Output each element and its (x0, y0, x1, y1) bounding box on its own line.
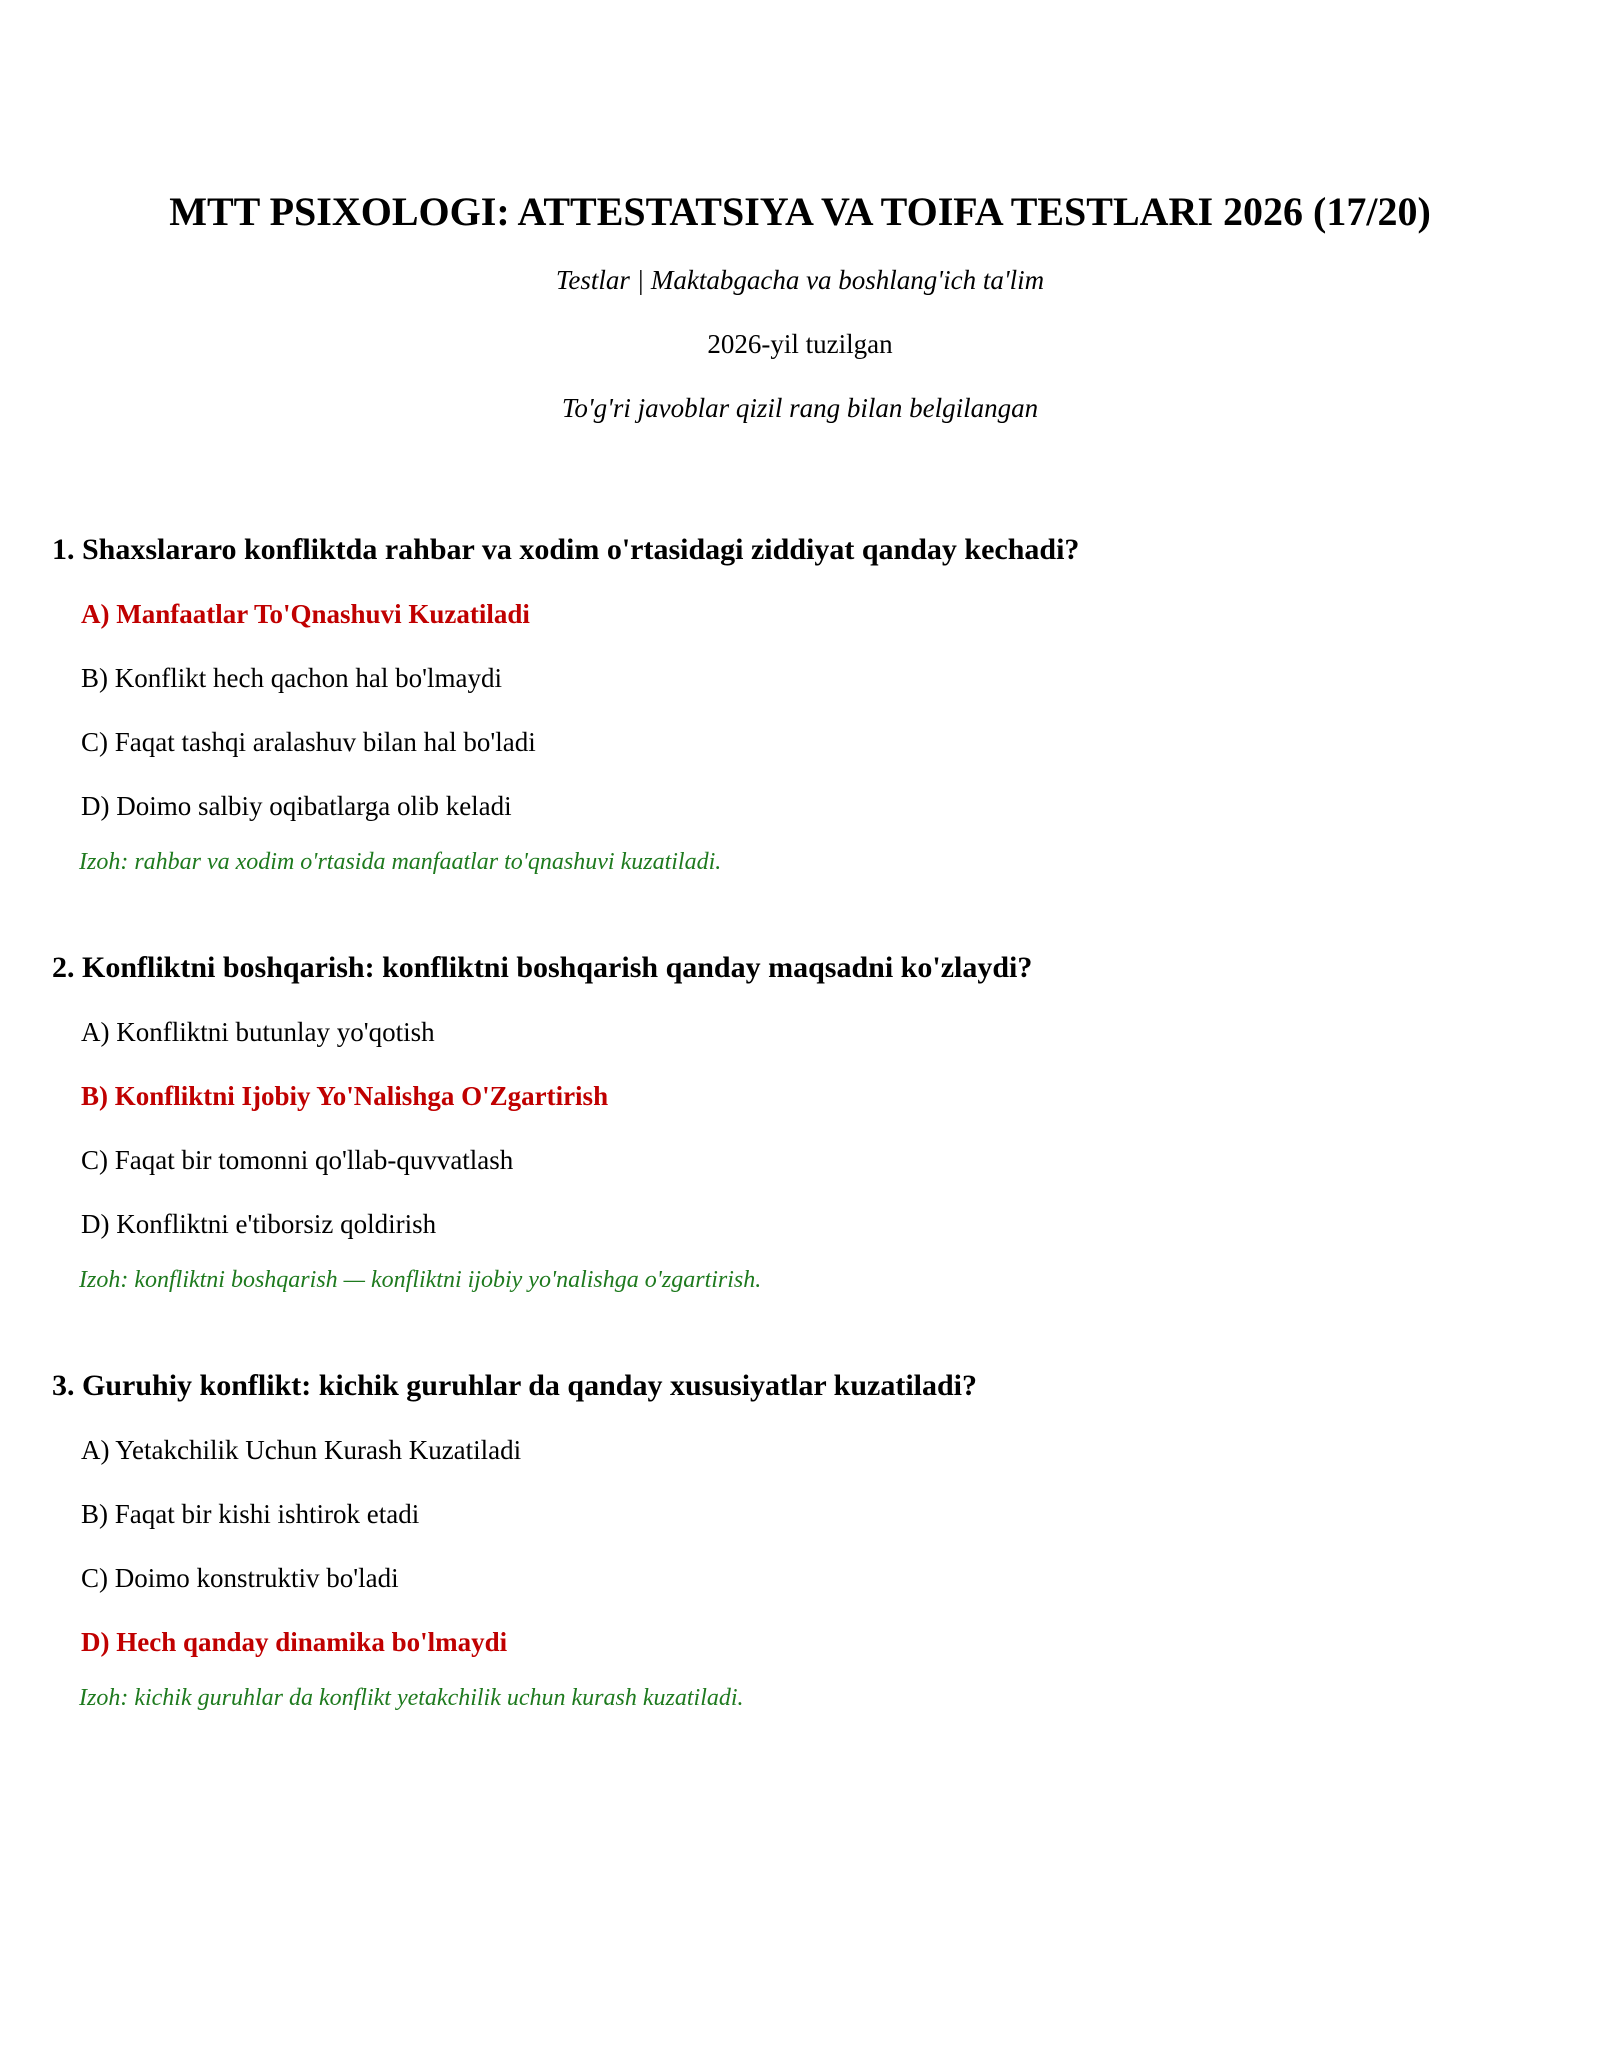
option-list (52, 592, 1552, 828)
question-2 (52, 946, 1552, 1300)
explanation-note: Izoh: konfliktni boshqarish — konfliktni ijobiy yo'nalishga o'zgartirish. (79, 1267, 762, 1293)
option-b: B) Konfliktni Ijobiy Yo'Nalishga O'Zgartirish (81, 1081, 609, 1111)
option-b: B) Konflikt hech qachon hal bo'lmaydi (81, 663, 503, 693)
question-text: 1. Shaxslararo konfliktda rahbar va xodim o'rtasidagi ziddiyat qanday kechadi? (52, 533, 1080, 566)
option-c: C) Faqat tashqi aralashuv bilan hal bo'ladi (81, 727, 536, 757)
document-subtitle: Testlar | Maktabgacha va boshlang'ich ta'lim (555, 265, 1045, 295)
option-a: A) Yetakchilik Uchun Kurash Kuzatiladi (81, 1435, 522, 1465)
question-3 (52, 1364, 1552, 1718)
document-note: To'g'ri javoblar qizil rang bilan belgilangan (561, 393, 1039, 423)
option-b: B) Faqat bir kishi ishtirok etadi (81, 1499, 420, 1529)
option-a: A) Manfaatlar To'Qnashuvi Kuzatiladi (81, 599, 530, 629)
question-text: 3. Guruhiy konflikt: kichik guruhlar da qanday xususiyatlar kuzatiladi? (52, 1369, 978, 1402)
document-title: MTT PSIXOLOGI: ATTESTATSIYA VA TOIFA TESTLARI 2026 (17/20) (169, 189, 1431, 234)
option-d: D) Konfliktni e'tiborsiz qoldirish (81, 1209, 437, 1239)
option-c: C) Doimo konstruktiv bo'ladi (81, 1563, 399, 1593)
question-1 (52, 528, 1552, 882)
option-list (52, 1428, 1552, 1664)
option-d: D) Hech qanday dinamika bo'lmaydi (81, 1627, 508, 1657)
option-d: D) Doimo salbiy oqibatlarga olib keladi (81, 791, 512, 821)
option-list (52, 1010, 1552, 1246)
explanation-note: Izoh: rahbar va xodim o'rtasida manfaatlar to'qnashuvi kuzatiladi. (79, 849, 722, 875)
option-c: C) Faqat bir tomonni qo'llab-quvvatlash (81, 1145, 514, 1175)
question-text: 2. Konfliktni boshqarish: konfliktni boshqarish qanday maqsadni ko'zlaydi? (52, 951, 1033, 984)
option-a: A) Konfliktni butunlay yo'qotish (81, 1017, 435, 1047)
document-year-line: 2026-yil tuzilgan (707, 329, 893, 359)
explanation-note: Izoh: kichik guruhlar da konflikt yetakchilik uchun kurash kuzatiladi. (79, 1685, 744, 1711)
question-list (52, 528, 1552, 1782)
document-header (0, 186, 1600, 428)
